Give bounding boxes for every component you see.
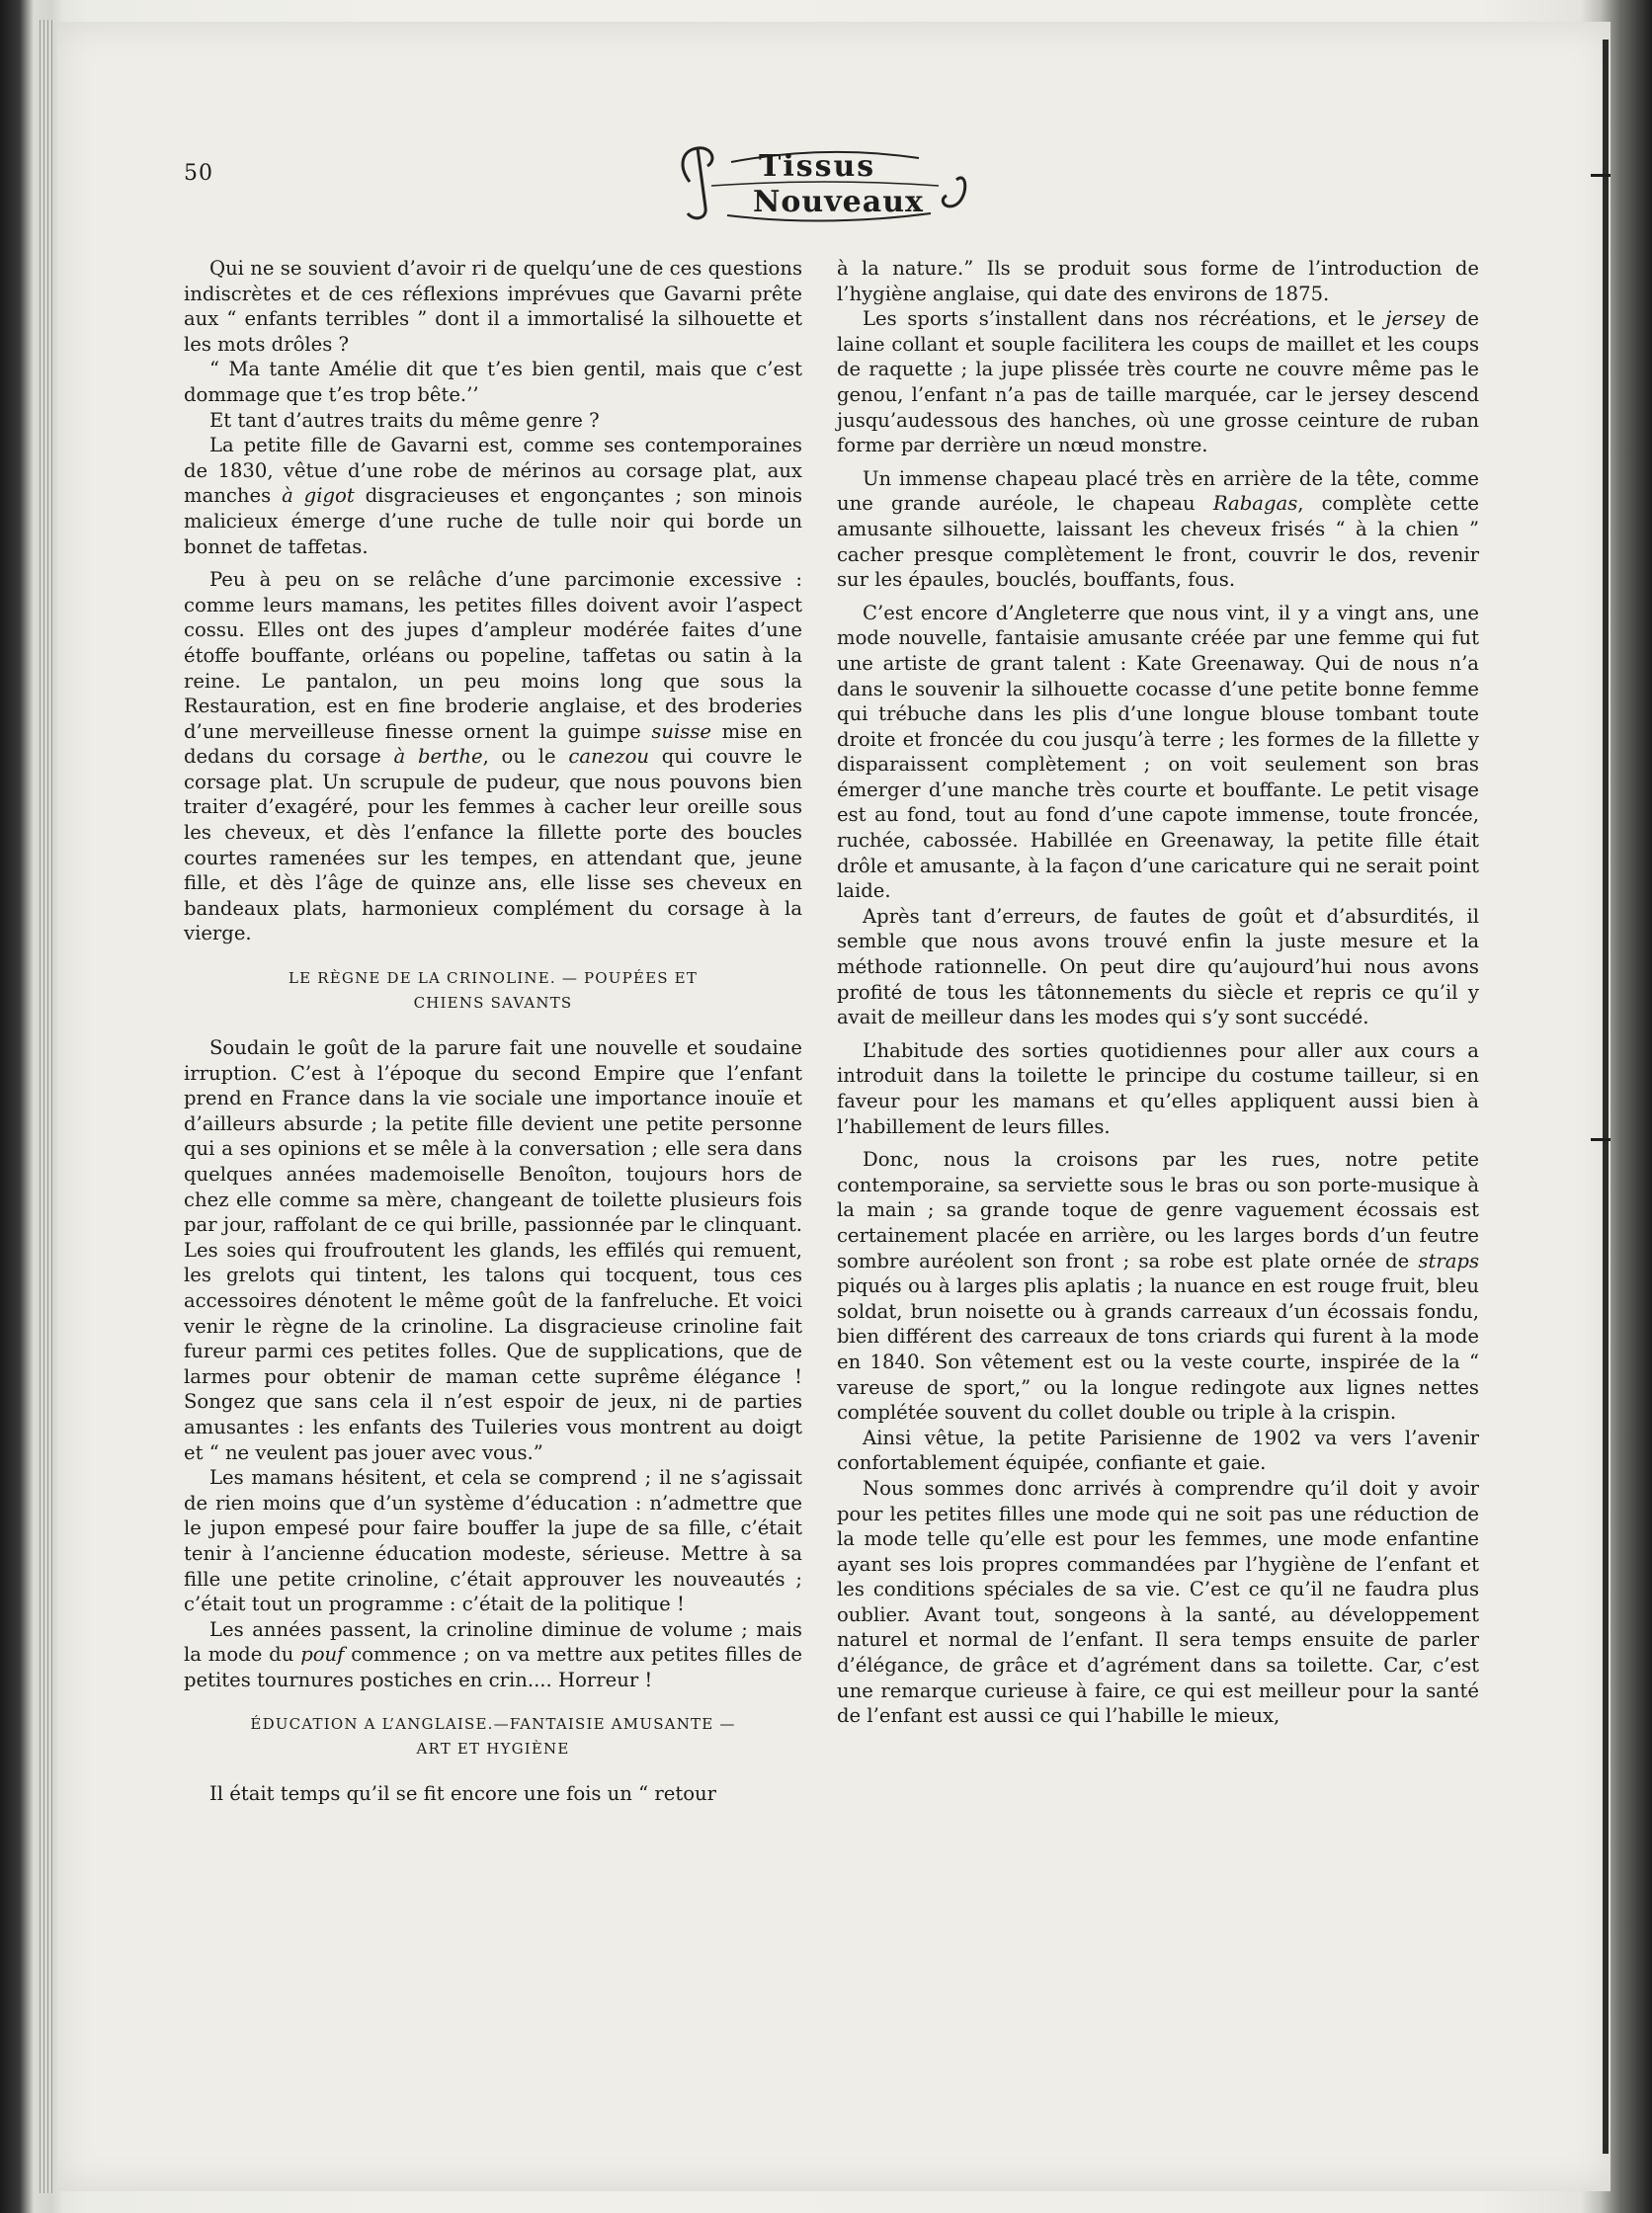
paragraph	[184, 567, 802, 946]
paragraph	[837, 306, 1479, 458]
emphasis: à gigot	[282, 484, 355, 508]
text-run: commence ; on va mettre aux petites filles de petites tournures postiches en crin.... Horreur !	[184, 1643, 802, 1691]
masthead-word-top: Tissus	[759, 149, 876, 184]
section-heading-line: ART ET HYGIÈNE	[416, 1740, 570, 1759]
right-column	[837, 256, 1479, 1729]
paragraph	[184, 433, 802, 559]
binding-edge	[40, 20, 53, 2193]
paragraph: Les mamans hésitent, et cela se comprend ; il ne s’agissait de rien moins que d’un système d’éducation : n’admettre que le jupon empesé pour faire bouffer la jupe de sa fille, c’était tenir à l’ancienne éducation modeste, sérieuse. Mettre à sa fille une petite crinoline, c’était approuver les nouveautés ; c’était tout un programme : c’était de la politique !	[184, 1466, 802, 1616]
paragraph: L’habitude des sorties quotidiennes pour aller aux cours a introduit dans la toilette le principe du costume tailleur, si en faveur pour les mamans et qu’elles appliquent aussi bien à l’habillement de leurs filles.	[837, 1038, 1479, 1138]
text-run: de laine collant et souple facilitera les coups de maillet et les coups de raquette ; la jupe plissée très courte ne couvre même pas le genou, l’enfant n’a pas de taille marquée, car le jersey descend jusqu’audessous des hanches, où une grosse ceinture de ruban forme par derrière un nœud monstre.	[837, 307, 1480, 457]
text-run: qui couvre le corsage plat. Un scrupule de pudeur, que nous pouvons bien traiter d’exagéré, pour les femmes à cacher leur oreille sous les cheveux, et dès l’enfance la fillette porte des boucles courtes ramenées sur les tempes, en attendant que, jeune fille, et dès l’âge de quinze ans, elle lisse ses cheveux en bandeaux plats, harmonieux complément du corsage à la vierge.	[184, 745, 802, 945]
paragraph	[837, 466, 1479, 593]
masthead-word-bottom: Nouveaux	[753, 185, 924, 219]
section-heading-line: ÉDUCATION A L’ANGLAISE.—FANTAISIE AMUSANTE —	[250, 1715, 736, 1734]
emphasis: à berthe	[393, 745, 483, 769]
page-number: 50	[184, 161, 213, 186]
text-run: Peu à peu on se relâche d’une parcimonie excessive : comme leurs mamans, les petites filles doivent avoir l’aspect cossu. Elles ont des jupes d’ampleur modérée faites d’une étoffe bouffante, orléans ou popeline, taffetas ou satin à la reine. Le pantalon, un peu moins long que sous la Restauration, est en fine broderie anglaise, et des broderies d’une merveilleuse finesse ornent la guimpe	[184, 568, 802, 743]
paragraph: Et tant d’autres traits du même genre ?	[209, 408, 600, 432]
text-run: La petite fille de Gavarni est, comme ses contemporaines de 1830, vêtue d’une robe de mérinos au corsage plat, aux manches	[184, 434, 802, 508]
paragraph: Ainsi vêtue, la petite Parisienne de 1902 va vers l’avenir confortablement équipée, confiante et gaie.	[837, 1426, 1479, 1475]
emphasis: jersey	[1385, 307, 1446, 331]
next-page-edge	[1603, 40, 1609, 2154]
emphasis: canezou	[568, 745, 649, 769]
paragraph	[184, 1617, 802, 1693]
paragraph: Soudain le goût de la parure fait une nouvelle et soudaine irruption. C’est à l’époque du second Empire que l’enfant prend en France dans la vie sociale une importance inouïe et d’ailleurs absurde ; la petite fille devient une petite personne qui a ses opinions et se mêle à la conversation ; elle sera dans quelques années mademoiselle Benoîton, toujours hors de chez elle comme sa mère, changeant de toilette plusieurs fois par jour, raffolant de ce qui brille, passionnée par le clinquant. Les soies qui froufroutent les glands, les effilés qui remuent, les grelots qui tintent, les talons qui tocquent, tous ces accessoires dénotent le même goût de la fanfreluche. Et voici venir le règne de la crinoline. La disgracieuse crinoline fait fureur parmi ces petites folles. Que de supplications, que de larmes pour obtenir de maman cette suprême élégance ! Songez que sans cela il n’est espoir de jeux, ni de parties amusantes : les enfants des Tuileries vous montrent au doigt et “ ne veulent pas jouer avec vous.”	[184, 1036, 802, 1464]
page-edge-tick	[1591, 1138, 1611, 1141]
left-column	[184, 256, 802, 1807]
masthead-logo	[672, 136, 978, 227]
text-run: mise en dedans du corsage	[184, 719, 802, 769]
paragraph: Il était temps qu’il se fit encore une fois un “ retour	[209, 1782, 716, 1806]
text-run: disgracieuses et engonçantes ; son minois malicieux émerge d’une ruche de tulle noir qui borde un bonnet de taffetas.	[184, 484, 802, 558]
text-run: Les sports s’installent dans nos récréations, et le	[863, 307, 1386, 331]
section-heading	[184, 1712, 802, 1762]
text-run: Les années passent, la crinoline diminue de volume ; mais la mode du	[184, 1617, 802, 1667]
paragraph: Après tant d’erreurs, de fautes de goût et d’absurdités, il semble que nous avons trouvé enfin la juste mesure et la méthode rationnelle. On peut dire qu’aujourd’hui nous avons profité de tous les tâtonnements du siècle et repris ce qu’il y avait de meilleur dans les modes qui s’y sont succédé.	[837, 904, 1479, 1029]
text-run: Un immense chapeau placé très en arrière de la tête, comme une grande auréole, le chapeau	[837, 466, 1479, 516]
section-heading-line: LE RÈGNE DE LA CRINOLINE. — POUPÉES ET	[288, 969, 699, 988]
paragraph: “ Ma tante Amélie dit que t’es bien gentil, mais que c’est dommage que t’es trop bête.’’	[184, 358, 802, 406]
paragraph: Nous sommes donc arrivés à comprendre qu’il doit y avoir pour les petites filles une mode qui ne soit pas une réduction de la mode telle qu’elle est pour les femmes, une mode enfantine ayant ses lois propres commandées par l’hygiène de l’enfant et les conditions spéciales de sa vie. C’est ce qu’il ne faudra plus oublier. Avant tout, songeons à la santé, au développement naturel et normal de l’enfant. Il sera temps ensuite de parler d’élégance, de grâce et d’agrément dans sa toilette. Car, c’est une remarque curieuse à faire, ce qui est meilleur pour la santé de l’enfant est aussi ce qui l’habille le mieux,	[837, 1476, 1479, 1728]
masthead-logo-artwork	[672, 136, 978, 227]
text-run: , complète cette amusante silhouette, laissant les cheveux frisés “ à la chien ” cacher presque complètement le front, couvrir le dos, revenir sur les épaules, bouclés, bouffants, fous.	[837, 492, 1479, 592]
text-run: , ou le	[482, 745, 569, 769]
section-heading-line: CHIENS SAVANTS	[413, 994, 573, 1013]
emphasis: suisse	[651, 719, 711, 743]
paragraph	[837, 1147, 1479, 1426]
emphasis: straps	[1418, 1249, 1479, 1272]
paragraph: C’est encore d’Angleterre que nous vint, il y a vingt ans, une mode nouvelle, fantaisie amusante créée par une femme qui fut une artiste de grant talent : Kate Greenaway. Qui de nous n’a dans le souvenir la silhouette cocasse d’une petite bonne femme qui trébuche dans les plis d’une longue blouse tombant toute droite et froncée du cou jusqu’à terre ; les formes de la fillette y disparaissent complètement ; on voit seulement son bras émerger d’une manche très courte et bouffante. Le petit visage est au fond, tout au fond d’une capote immense, toute froncée, ruchée, cabossée. Habillée en Greenaway, la petite fille était drôle et amusante, à la façon d’une caricature qui ne serait point laide.	[837, 601, 1479, 903]
text-run: Donc, nous la croisons par les rues, notre petite contemporaine, sa serviette sous le bras ou son porte-musique à la main ; sa grande toque de genre vaguement écossais est certainement placée en arrière, ou les larges bords d’un feutre sombre auréolent son front ; sa robe est plate ornée de	[837, 1148, 1479, 1272]
text-run: piqués ou à larges plis aplatis ; la nuance en est rouge fruit, bleu soldat, brun noisette ou à grands carreaux d’un écossais fondu, bien différent des carreaux de tons criards qui furent à la mode en 1840. Son vêtement est ou la veste courte, inspirée de la “ vareuse de sport,” ou la longue redingote aux lignes nettes complétée souvent du collet double ou triple à la crispin.	[837, 1274, 1479, 1425]
paragraph: Qui ne se souvient d’avoir ri de quelqu’une de ces questions indiscrètes et de ces réflexions imprévues que Gavarni prête aux “ enfants terribles ” dont il a immortalisé la silhouette et les mots drôles ?	[184, 257, 802, 356]
section-heading	[184, 966, 802, 1016]
paragraph: à la nature.” Ils se produit sous forme de l’introduction de l’hygiène anglaise, qui date des environs de 1875.	[837, 257, 1479, 305]
page-edge-tick	[1591, 174, 1611, 177]
emphasis: pouf	[300, 1643, 345, 1667]
emphasis: Rabagas	[1212, 492, 1298, 516]
